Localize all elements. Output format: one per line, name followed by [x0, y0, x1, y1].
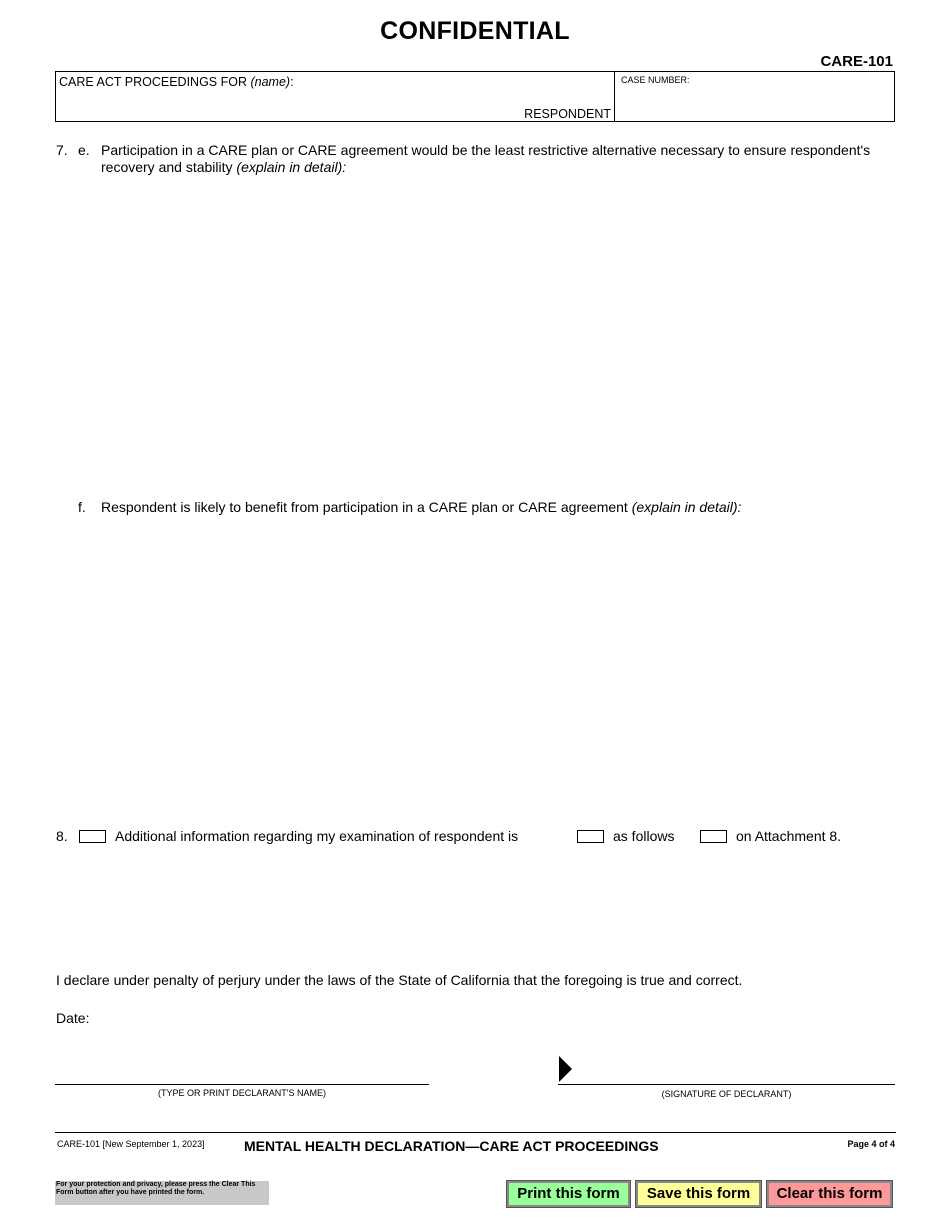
as-follows-label: as follows [613, 828, 675, 844]
proceedings-name-field[interactable] [56, 72, 615, 121]
item-7f-text: Respondent is likely to benefit from participation in a CARE plan or CARE agreement (explain in detail): [101, 499, 742, 515]
declaration-text: I declare under penalty of perjury under the laws of the State of California that the foregoing is true and correct. [56, 972, 743, 988]
item-7f-explanation-field[interactable] [101, 522, 895, 816]
save-button[interactable]: Save this form [636, 1181, 761, 1207]
attachment-8-label: on Attachment 8. [736, 828, 842, 844]
item-8-checkbox[interactable] [79, 830, 106, 843]
name-line [55, 1084, 429, 1085]
form-revision: CARE-101 [New September 1, 2023] [57, 1139, 205, 1149]
respondent-label: RESPONDENT [524, 107, 611, 121]
item-7e-explanation-field[interactable] [101, 182, 895, 486]
page-title: CONFIDENTIAL [380, 17, 570, 45]
page-number: Page 4 of 4 [847, 1139, 895, 1149]
proceedings-label: CARE ACT PROCEEDINGS FOR (name): [59, 75, 294, 89]
caption-box [55, 71, 895, 122]
clear-button[interactable]: Clear this form [767, 1181, 892, 1207]
signature-line [558, 1084, 895, 1085]
print-button[interactable]: Print this form [507, 1181, 630, 1207]
item-7e-text: Participation in a CARE plan or CARE agreement would be the least restrictive alternative necessary to ensure respondent's recovery and stability (explain in detail): [101, 142, 871, 175]
footer-title: MENTAL HEALTH DECLARATION—CARE ACT PROCEEDINGS [244, 1138, 659, 1154]
date-field[interactable] [96, 1008, 350, 1028]
attachment-8-checkbox[interactable] [700, 830, 727, 843]
signature-arrow-icon [558, 1055, 574, 1083]
declarant-name-field[interactable] [55, 1060, 431, 1084]
name-caption: (TYPE OR PRINT DECLARANT'S NAME) [157, 1088, 327, 1098]
date-label: Date: [56, 1010, 90, 1026]
item-7e-letter: e. [78, 142, 90, 158]
case-number-label: CASE NUMBER: [621, 75, 690, 85]
case-number-field[interactable] [615, 72, 894, 121]
as-follows-checkbox[interactable] [577, 830, 604, 843]
signature-caption: (SIGNATURE OF DECLARANT) [661, 1089, 792, 1099]
form-id: CARE-101 [820, 53, 893, 70]
signature-field[interactable] [578, 1056, 894, 1082]
item-8-number: 8. [56, 828, 68, 844]
item-7f-letter: f. [78, 499, 86, 515]
item-8-details-field[interactable] [79, 852, 895, 956]
item-8-text: Additional information regarding my examination of respondent is [115, 828, 519, 844]
privacy-note: For your protection and privacy, please press the Clear This Form button after you have printed the form. [55, 1181, 269, 1205]
footer-divider [55, 1132, 896, 1133]
item-7-number: 7. [56, 142, 68, 158]
